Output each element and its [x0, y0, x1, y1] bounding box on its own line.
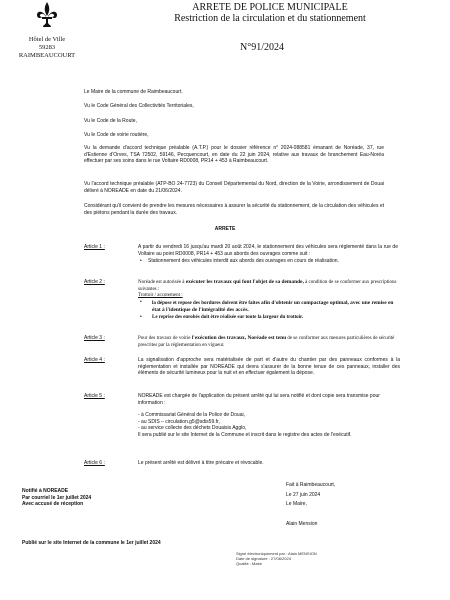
- article-3-text-a: Pour des travaux de voirie: [138, 336, 191, 341]
- article-3-text: [138, 335, 400, 349]
- e-signature-block: [236, 551, 396, 567]
- article-2-b1-b: afin d'obtenir un compactage optimal, avec une remise en état à: [152, 299, 394, 314]
- article-2-intro-a: Noréade est autorisée à: [138, 280, 185, 285]
- notification-line3: Avec accusé de réception: [22, 501, 84, 508]
- signature-role: Le Maire,: [286, 501, 307, 508]
- article-6-text: Le présent arrêté est délivré à titre précaire et révocable.: [138, 460, 264, 466]
- notification-line2: Par courriel le 1er juillet 2024: [22, 494, 92, 501]
- article-2-label: Article 2 :: [84, 279, 105, 285]
- e-signature-line2: Date de signature : 27/06/2024: [236, 556, 291, 562]
- arrete-number: N°91/2024: [240, 42, 284, 53]
- preamble-line: Vu le Code de la Route,: [84, 118, 137, 124]
- article-5-text: [138, 393, 400, 439]
- article-2-bullet-1: [138, 300, 400, 315]
- article-5-item: - à Commissariat Général de la Police de Douai,: [138, 412, 245, 419]
- signature-block: [286, 482, 406, 527]
- article-5-intro: NOREADE est chargée de l'application du présent arrêté qui lui sera notifié et dont copie sera transmise pour information :: [138, 393, 380, 406]
- logo-line2: 59283 RAIMBEAUCOURT: [18, 44, 76, 59]
- article-3-text-b: l'exécution des travaux, Noréade est tenu: [191, 335, 287, 341]
- publication-note: Publié sur le site Internet de la commune le 1er juillet 2024: [22, 540, 161, 546]
- article-1-text: [138, 244, 398, 265]
- article-2-intro-c: à condition de se conformer aux prescriptions suivantes :: [138, 280, 397, 292]
- logo: [16, 2, 78, 59]
- e-signature-line3: Qualité : Maire: [236, 561, 263, 567]
- article-5-item: - au SDIS – circulation.g5@sdis59.fr,: [138, 418, 220, 425]
- article-2-trottoir: Trottoir / accotement :: [138, 293, 183, 299]
- arrete-heading: ARRETE: [214, 226, 236, 232]
- article-2-bullet-2: • Le reprise des enrobés doit être réalisée sur toute la largeur du trottoir.: [138, 315, 400, 322]
- header: [170, 2, 370, 24]
- article-3-label: Article 3 :: [84, 335, 105, 341]
- signature-date: Le 27 juin 2024: [286, 491, 321, 498]
- preamble-paragraph: Vu la demande d'accord technique préalable (A.T.P.) pour le dossier référence n° 2024-088581 émanant de Noréade, 37, rue d'Estienne d'Orves, TSA 72502, 59146, Pecquencourt, en date du 22 juin 2024, relative aux travaux de branchement Eau-Noréa effectuer par ses soins dans le rue Voltaire RD0008, PR14 + 453 à Raimbeaucourt.: [84, 145, 384, 165]
- notification-line1: Notifié à NOREADE: [22, 488, 69, 494]
- article-5-label: Article 5 :: [84, 393, 105, 399]
- article-6-label: Article 6 :: [84, 460, 105, 466]
- article-4-label: Article 4 :: [84, 357, 105, 363]
- signature-name: Alain Mension: [286, 520, 318, 527]
- page-title: ARRETE DE POLICE MUNICIPALE: [192, 2, 348, 13]
- article-5-item: - au service collecte des déchets Douaisis Agglo,: [138, 425, 247, 432]
- article-1-label: Article 1 :: [84, 244, 105, 250]
- article-2-b1-c: l'identique de l'intégralité des accès.: [165, 307, 249, 314]
- signature-place: Fait à Raimbeaucourt,: [286, 482, 336, 488]
- preamble-line: Vu le Code de voirie routière,: [84, 132, 149, 138]
- article-3-text-c: de se conformer aux mesures particulières de sécurité prescrites par la réglementation en vigueur.: [138, 336, 395, 348]
- article-2-intro-b: exécuter les travaux qui font l'objet de sa demande,: [185, 279, 304, 285]
- article-2-text: [138, 279, 400, 322]
- notification-block: [22, 488, 162, 508]
- article-2-b1-a: la dépose et repose des bordures doivent être faites: [152, 300, 260, 306]
- article-1-body: A partir du vendredi 16 jusqu'au mardi 20 août 2024, le stationnement des véhicules sera réglementé dans la rue de Voltaire au point RD0008, PR14 + 453 aux abords des ouvrages comme suit :: [138, 244, 398, 257]
- article-1-bullet: • Stationnement des véhicules interdit aux abords des ouvrages en cours de réalisation.: [138, 258, 398, 265]
- preamble-line: Vu le Code Général des Collectivités Territoriales,: [84, 103, 194, 109]
- logo-line1: Hôtel de Ville: [28, 36, 66, 43]
- preamble-paragraph: Vu l'accord technique préalable (ATP-BO 24-7723) du Conseil Départemental du Nord, direction de la Voirie, arrondissement de Douai délivré à NOREADE en date du 21/06/2024.: [84, 181, 384, 194]
- preamble-paragraph: Considérant qu'il convient de prendre les mesures nécessaires à assurer la sécurité du stationnement, de la circulation des véhicules et des piétons pendant la durée des travaux.: [84, 203, 385, 216]
- article-5-closing: Il sera publié sur le site Internet de la Commune et inscrit dans le registre des actes de l'exécutif.: [138, 431, 352, 438]
- page-subtitle: Restriction de la circulation et du stationnement: [174, 13, 366, 24]
- fleur-de-lis-icon: [36, 2, 58, 28]
- e-signature-line1: Signé électroniquement par : Alain MENSION: [236, 551, 317, 556]
- article-4-text: La signalisation d'approche sera matérialisée de part et d'autre du chantier par des panneaux conformes à la réglementation et installée par NOREADE qui devra s'assurer de la bonne tenue de ces panneaux, installer des éléments de sécurité lumineux pour la nuit et en effectuer également la dépose.: [138, 357, 400, 377]
- preamble-line: Le Maire de la commune de Raimbeaucourt.: [84, 89, 183, 95]
